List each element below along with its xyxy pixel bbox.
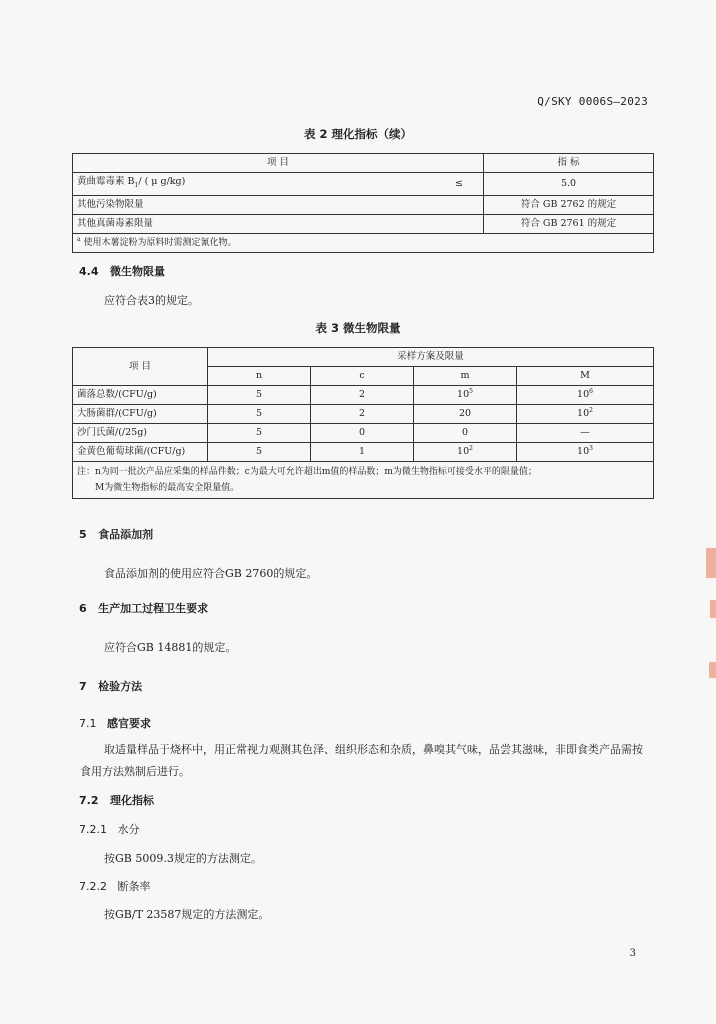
table-note xyxy=(73,462,654,499)
table-cell-operator: ≤ xyxy=(435,173,484,196)
section-heading-7-2-1: 7.2.1 水分 xyxy=(79,823,140,836)
table-cell-M: $10^2$ xyxy=(517,405,654,424)
table-cell-value: 符合 GB 2761 的规定 xyxy=(484,214,654,233)
table-header-row xyxy=(73,154,654,173)
document-code: Q/SKY 0006S—2023 xyxy=(537,95,648,108)
table2 xyxy=(72,153,654,253)
table-row xyxy=(73,214,654,233)
table-cell-item: 其他污染物限量 xyxy=(73,195,484,214)
section-heading-5: 5 食品添加剂 xyxy=(79,528,154,541)
table2-caption: 表 2 理化指标（续） xyxy=(303,127,412,141)
section-text-4-4: 应符合表3的规定。 xyxy=(104,294,199,307)
table-footnote-row xyxy=(73,233,654,252)
table-cell-item: 黄曲霉毒素 $B_1/$ ( μ g/kg) xyxy=(73,173,436,196)
section-heading-6: 6 生产加工过程卫生要求 xyxy=(79,602,209,615)
table-cell-c: 0 xyxy=(311,424,414,443)
table-row xyxy=(73,195,654,214)
table-header-group: 采样方案及限量 xyxy=(208,348,654,367)
table-cell-item: 菌落总数/(CFU/g) xyxy=(73,386,208,405)
table-cell-m: 0 xyxy=(414,424,517,443)
seal-stamp-fragment xyxy=(709,662,716,678)
table-cell-n: 5 xyxy=(208,405,311,424)
section-heading-4-4: 4.4 微生物限量 xyxy=(79,265,165,278)
table-header-cell: 指 标 xyxy=(484,154,654,173)
table-cell-c: 2 xyxy=(311,405,414,424)
table-row xyxy=(73,173,654,196)
table-cell-m: $10^2$ xyxy=(414,443,517,462)
table-subheader-n: n xyxy=(208,367,311,386)
section-heading-7-2-2: 7.2.2 断条率 xyxy=(79,880,151,893)
table-cell-value: 5.0 xyxy=(484,173,654,196)
table-cell-M: $10^3$ xyxy=(517,443,654,462)
table-cell-n: 5 xyxy=(208,424,311,443)
seal-stamp-fragment xyxy=(710,600,716,618)
table-cell-value: 符合 GB 2762 的规定 xyxy=(484,195,654,214)
table-cell-item: 大肠菌群/(CFU/g) xyxy=(73,405,208,424)
section-heading-7: 7 检验方法 xyxy=(79,680,143,693)
table-cell-m: $10^5$ xyxy=(414,386,517,405)
section-text-6: 应符合GB 14881的规定。 xyxy=(104,641,237,654)
table-cell-item: 金黄色葡萄球菌/(CFU/g) xyxy=(73,443,208,462)
table-subheader-c: c xyxy=(311,367,414,386)
table3 xyxy=(72,347,654,499)
table3-caption: 表 3 微生物限量 xyxy=(315,321,401,335)
table-cell-item: 其他真菌毒素限量 xyxy=(73,214,484,233)
page-number: 3 xyxy=(629,948,636,959)
table-subheader-m: m xyxy=(414,367,517,386)
section-text-7-1: 取适量样品于烧杯中，用正常视力观测其色泽、组织形态和杂质，鼻嗅其气味，品尝其滋味，非即食类产品需按食用方法熟制后进行。 xyxy=(80,743,643,778)
seal-stamp-fragment xyxy=(706,548,716,578)
table-row xyxy=(73,424,654,443)
table-row xyxy=(73,386,654,405)
table-subheader-M: M xyxy=(517,367,654,386)
table-row xyxy=(73,405,654,424)
table-footnote: $^a$ 使用木薯淀粉为原料时需测定氰化物。 xyxy=(73,233,654,252)
table-note-line2: M为微生物指标的最高安全限量值。 xyxy=(95,483,240,493)
section-text-7-2-1: 按GB 5009.3规定的方法测定。 xyxy=(104,852,262,865)
section-text-5: 食品添加剂的使用应符合GB 2760的规定。 xyxy=(104,567,318,580)
table-cell-c: 1 xyxy=(311,443,414,462)
table-cell-c: 2 xyxy=(311,386,414,405)
table-header-item: 项 目 xyxy=(73,348,208,386)
section-text-7-2-2: 按GB/T 23587规定的方法测定。 xyxy=(104,908,270,921)
table-cell-n: 5 xyxy=(208,386,311,405)
table-header-cell: 项 目 xyxy=(73,154,484,173)
table-cell-n: 5 xyxy=(208,443,311,462)
table-cell-item: 沙门氏菌/(/25g) xyxy=(73,424,208,443)
table-note-line1: 注：n为同一批次产品应采集的样品件数；c为最大可允许超出m值的样品数；m为微生物指标可接受水平的限量值； xyxy=(77,467,537,477)
table-note-row xyxy=(73,462,654,499)
section-heading-7-2: 7.2 理化指标 xyxy=(79,794,154,807)
section-heading-7-1: 7.1 感官要求 xyxy=(79,717,151,730)
table-cell-M: — xyxy=(517,424,654,443)
table-cell-M: $10^6$ xyxy=(517,386,654,405)
table-row xyxy=(73,443,654,462)
table-header-row xyxy=(73,348,654,367)
table-cell-m: 20 xyxy=(414,405,517,424)
